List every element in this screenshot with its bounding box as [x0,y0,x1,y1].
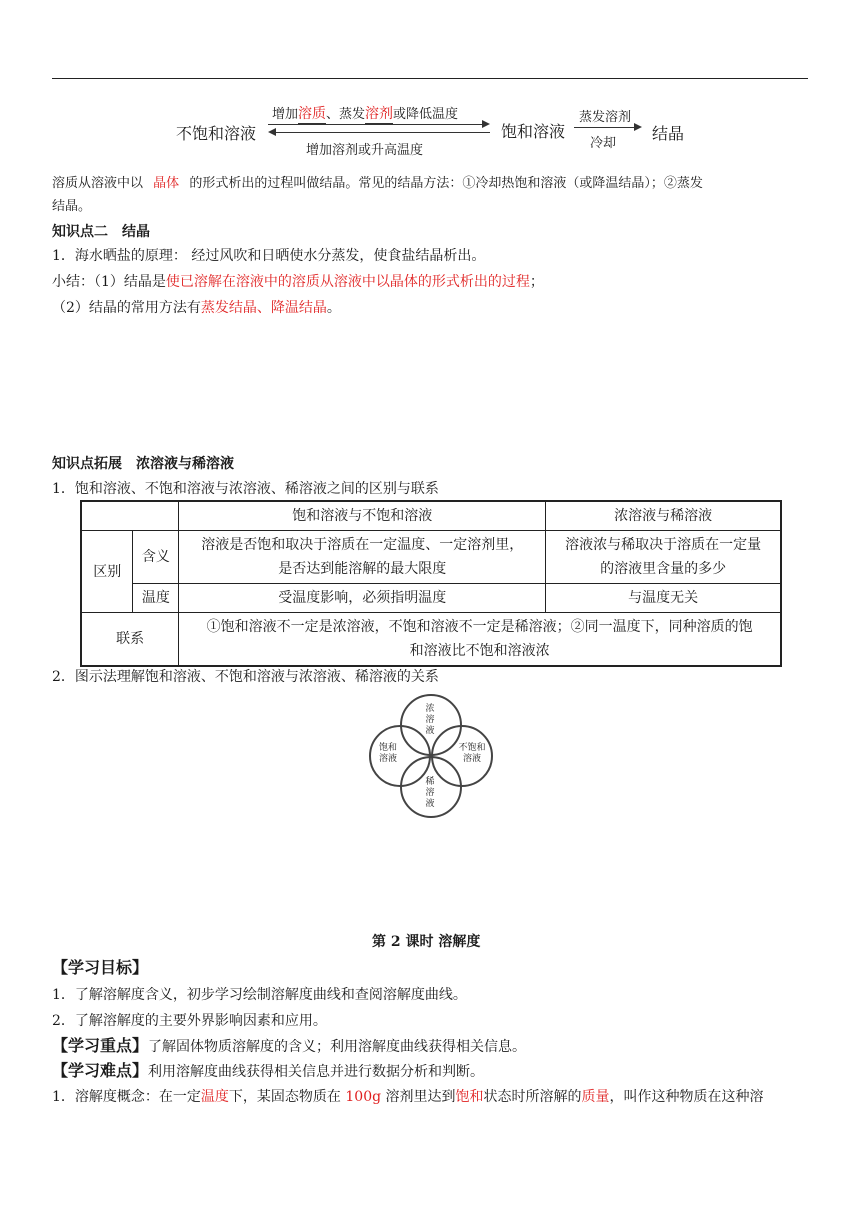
table-cell [179,613,781,667]
def-red: 质量 [581,1089,610,1105]
venn-right-label [455,743,489,765]
table-header: 浓溶液与稀溶液 [546,501,781,531]
venn-line: 不饱和 [458,743,486,753]
kp2-heading: 知识点二 结晶 [52,224,150,240]
key-point-line [52,1033,526,1056]
venn-bottom-label [423,777,437,810]
table-row-label: 温度 [133,584,179,613]
venn-char: 溶 [425,715,435,725]
venn-char: 液 [425,799,435,809]
forward-fill-solvent: 溶剂 [365,103,393,124]
def-red: 100g [345,1089,382,1105]
difficulty-line [52,1058,484,1081]
cell-line: 溶液浓与稀取决于溶质在一定量 [565,537,762,553]
solubility-definition [52,1086,764,1106]
forward-condition [272,103,458,124]
forward-arrow-head [482,120,490,128]
table-row-label: 联系 [81,613,179,667]
backward-arrow-head [268,128,276,136]
key-point-heading: 【学习重点】 [52,1036,149,1055]
ext-heading: 知识点拓展 浓溶液与稀溶液 [52,456,234,472]
comparison-table [80,500,782,667]
venn-char: 溶 [425,788,435,798]
intro-fill: 晶体 [153,176,180,191]
table-row [81,531,781,584]
kp2-summary [52,271,544,291]
table-row [81,613,781,667]
forward-fill-solute: 溶质 [298,103,326,124]
table-corner [81,501,179,531]
kp2-item2 [52,297,341,317]
goal-item-2: 2．了解溶解度的主要外界影响因素和应用。 [52,1013,327,1029]
cell-line: 溶液是否饱和取决于溶质在一定温度、一定溶剂里， [201,537,524,553]
key-point-text: 了解固体物质溶解度的含义；利用溶解度曲线获得相关信息。 [148,1039,527,1055]
def-red: 温度 [200,1089,229,1105]
intro-post: 的形式析出的过程叫做结晶。常见的结晶方法：①冷却热饱和溶液（或降温结晶）；②蒸发 [189,176,703,191]
evaporate-label: 蒸发溶剂 [579,110,632,125]
goals-heading: 【学习目标】 [52,958,149,977]
table-cell: 受温度影响，必须指明温度 [179,584,546,613]
venn-top-label [423,704,437,737]
def-text: 溶剂里达到 [381,1089,456,1105]
kp2-item2-pre: （2）结晶的常用方法有 [52,300,201,316]
def-text: ，叫作这种物质在这种溶 [609,1089,764,1105]
unsaturated-label: 不饱和溶液 [176,124,257,143]
cool-label: 冷却 [590,136,617,151]
ext-item2: 2．图示法理解饱和溶液、不饱和溶液与浓溶液、稀溶液的关系 [52,669,439,685]
table-row-label: 含义 [133,531,179,584]
table-row [81,501,781,531]
forward-prefix: 增加 [272,107,299,122]
forward-arrow-line [268,124,482,125]
venn-char: 稀 [425,777,435,787]
venn-char: 液 [425,726,435,736]
table-cell [546,531,781,584]
lesson-title: 第 2 课时 溶解度 [372,934,481,950]
backward-arrow-line [276,132,490,133]
def-red: 饱和 [455,1089,484,1105]
venn-left-label [374,743,402,765]
kp2-item1: 1．海水晒盐的原理： 经过风吹和日晒使水分蒸发，使食盐结晶析出。 [52,248,486,264]
crystal-arrow-line [574,127,634,128]
cell-line: 的溶液里含量的多少 [600,561,727,577]
header-rule [52,78,808,79]
intro-cont: 结晶。 [52,199,92,214]
venn-line: 饱和 [378,743,397,753]
difficulty-text: 利用溶解度曲线获得相关信息并进行数据分析和判断。 [148,1064,485,1080]
table-cell [179,531,546,584]
kp2-item2-post: 。 [326,300,341,316]
def-text: 状态时所溶解的 [483,1089,582,1105]
intro-pre: 溶质从溶液中以 [52,176,144,191]
cell-line: 是否达到能溶解的最大限度 [278,561,447,577]
def-text: 下，某固态物质在 [228,1089,346,1105]
intro-line [52,172,703,191]
ext-item1: 1．饱和溶液、不饱和溶液与浓溶液、稀溶液之间的区别与联系 [52,481,439,497]
table-group-label: 区别 [81,531,133,613]
venn-line: 溶液 [462,754,481,764]
forward-sep: 、蒸发 [326,107,366,122]
saturated-label: 饱和溶液 [501,122,566,141]
kp2-summary-post: ； [529,274,544,290]
venn-line: 溶液 [378,754,397,764]
venn-char: 浓 [425,704,435,714]
table-cell: 与温度无关 [546,584,781,613]
crystal-label: 结晶 [652,124,685,143]
def-text: 1．溶解度概念：在一定 [52,1089,201,1105]
kp2-summary-pre: 小结：（1）结晶是 [52,274,166,290]
cell-line: ①饱和溶液不一定是浓溶液，不饱和溶液不一定是稀溶液；②同一温度下，同种溶质的饱 [206,619,753,635]
table-row [81,584,781,613]
difficulty-heading: 【学习难点】 [52,1061,149,1080]
kp2-item2-red: 蒸发结晶、降温结晶 [200,300,327,316]
backward-condition: 增加溶剂或升高温度 [306,143,424,158]
table-header: 饱和溶液与不饱和溶液 [179,501,546,531]
kp2-summary-red: 使已溶解在溶液中的溶质从溶液中以晶体的形式析出的过程 [165,274,530,290]
forward-suffix: 或降低温度 [393,107,459,122]
goal-item-1: 1．了解溶解度含义，初步学习绘制溶解度曲线和查阅溶解度曲线。 [52,987,467,1003]
crystal-arrow-head [634,123,642,131]
cell-line: 和溶液比不饱和溶液浓 [409,643,550,659]
